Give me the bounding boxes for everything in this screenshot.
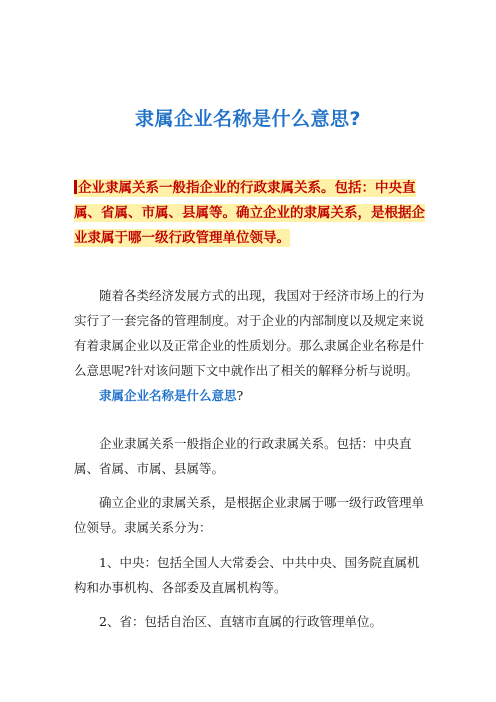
summary-callout: [74, 176, 426, 251]
section-heading-text: 隶属企业名称是什么意思: [99, 388, 237, 403]
list-item-province: 2、省：包括自治区、直辖市直属的行政管理单位。: [99, 614, 382, 629]
classification-paragraph: 确立企业的隶属关系，是根据企业隶属于哪一级行政管理单位领导。隶属关系分为：: [74, 495, 425, 535]
summary-text: 企业隶属关系一般指企业的行政隶属关系。包括：中央直属、省属、市属、县属等。确立企业的隶属关系，是根据企业隶属于哪一级行政管理单位领导。: [74, 180, 425, 246]
section-heading-mark: ?: [236, 388, 244, 403]
intro-paragraph: 随着各类经济发展方式的出现，我国对于经济市场上的行为实行了一套完备的管理制度。对于企业的内部制度以及规定来说有着隶属企业以及正常企业的性质划分。那么隶属企业名称是什么意思呢?针对该问题下文中就作出了相关的解释分析与说明。: [74, 288, 425, 378]
summary-marker-icon: [74, 180, 77, 194]
list-item-central: 1、中央：包括全国人大常委会、中共中央、国务院直属机构和办事机构、各部委及直属机构等。: [74, 555, 420, 595]
section-heading: [74, 383, 426, 408]
summary-highlight: [74, 179, 425, 247]
definition-paragraph: 企业隶属关系一般指企业的行政隶属关系。包括：中央直属、省属、市属、县属等。: [74, 436, 412, 476]
document-title: 隶属企业名称是什么意思?: [134, 108, 362, 130]
